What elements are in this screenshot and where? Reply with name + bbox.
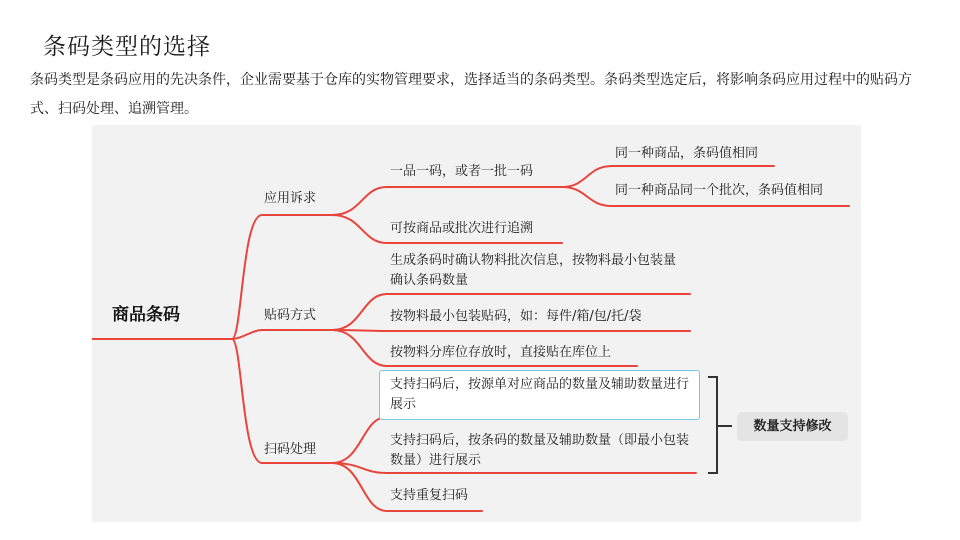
- summary-bracket: [708, 377, 717, 473]
- node-min-package-labeling[interactable]: 按物料最小包装贴码，如：每件/箱/包/托/袋: [390, 309, 642, 324]
- link-b2-c1: [332, 294, 387, 330]
- link-b2-c3: [332, 330, 387, 366]
- root-node[interactable]: 商品条码: [112, 305, 180, 325]
- node-traceability[interactable]: 可按商品或批次进行追溯: [390, 221, 534, 236]
- node-code-per-item-or-batch[interactable]: 一品一码，或者一批一码: [390, 164, 534, 179]
- node-scan-by-barcode[interactable]: 支持扫码后，按条码的数量及辅助数量（即最小包装数量）进行展示: [390, 433, 690, 468]
- node-generate-code[interactable]: 生成条码时确认物料批次信息，按物料最小包装量确认条码数量: [390, 253, 677, 288]
- link-root-branch-3: [232, 339, 262, 463]
- intro-paragraph: 条码类型是条码应用的先决条件，企业需要基于仓库的实物管理要求，选择适当的条码类型。条码类型选定后，将影响条码应用过程中的贴码方式、扫码处理、追溯管理。: [30, 72, 912, 117]
- branch-node-labeling[interactable]: 贴码方式: [264, 308, 317, 323]
- link-root-branch-1: [232, 215, 262, 339]
- link-b3-c1: [332, 417, 387, 463]
- leaf-same-batch-same-code[interactable]: 同一种商品同一个批次，条码值相同: [615, 183, 824, 198]
- mind-map[interactable]: [92, 125, 861, 522]
- link-b3-c3: [332, 463, 387, 511]
- node-repeat-scan[interactable]: 支持重复扫码: [390, 488, 469, 503]
- summary-callout[interactable]: 数量支持修改: [737, 412, 848, 441]
- node-location-labeling[interactable]: 按物料分库位存放时，直接贴在库位上: [390, 345, 612, 360]
- link-b1c1-leaf2: [562, 187, 612, 206]
- link-b1-c1: [332, 187, 387, 215]
- page-title: 条码类型的选择: [43, 34, 211, 60]
- node-scan-by-source[interactable]: 支持扫码后，按源单对应商品的数量及辅助数量进行展示: [390, 377, 690, 412]
- link-b1-c2: [332, 215, 387, 243]
- branch-node-application[interactable]: 应用诉求: [264, 191, 317, 206]
- branch-node-scanning[interactable]: 扫码处理: [264, 442, 317, 457]
- leaf-same-item-same-code[interactable]: 同一种商品，条码值相同: [615, 146, 759, 161]
- link-b1c1-leaf1: [562, 166, 612, 187]
